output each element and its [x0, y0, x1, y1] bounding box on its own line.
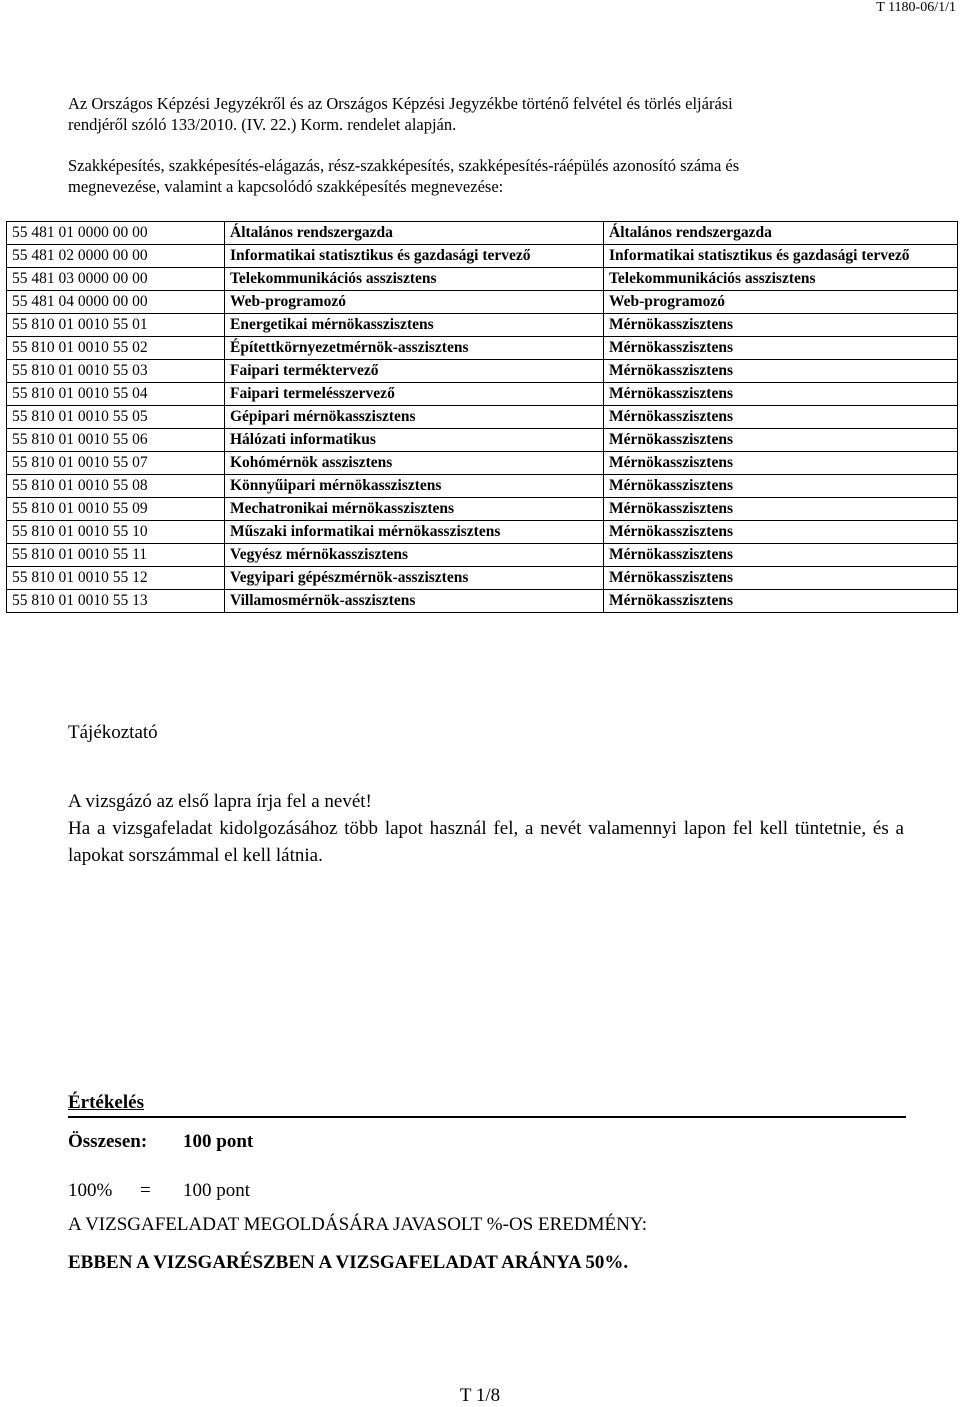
- related-qualification: Mérnökasszisztens: [604, 544, 958, 567]
- percentage-row: [68, 1180, 250, 1202]
- related-qualification: Mérnökasszisztens: [604, 429, 958, 452]
- qualification-name: Műszaki informatikai mérnökasszisztens: [225, 521, 604, 544]
- qualification-name: Gépipari mérnökasszisztens: [225, 406, 604, 429]
- total-value: 100 pont: [183, 1131, 254, 1152]
- related-qualification: Telekommunikációs asszisztens: [604, 268, 958, 291]
- qualification-name: Kohómérnök asszisztens: [225, 452, 604, 475]
- qualification-code: 55 481 03 0000 00 00: [7, 268, 225, 291]
- related-qualification: Mérnökasszisztens: [604, 406, 958, 429]
- qualification-code: 55 810 01 0010 55 03: [7, 360, 225, 383]
- table-row: [7, 337, 958, 360]
- related-qualification: Mérnökasszisztens: [604, 337, 958, 360]
- qualification-code: 55 810 01 0010 55 11: [7, 544, 225, 567]
- table-row: [7, 314, 958, 337]
- qualification-table: [6, 221, 958, 613]
- qualification-code: 55 810 01 0010 55 02: [7, 337, 225, 360]
- percentage-equals: =: [140, 1180, 151, 1201]
- recommended-result: A VIZSGAFELADAT MEGOLDÁSÁRA JAVASOLT %-OS EREDMÉNY:: [68, 1214, 648, 1235]
- info-body: [68, 788, 904, 869]
- qualification-name: Vegyipari gépészmérnök-asszisztens: [225, 567, 604, 590]
- info-title: Tájékoztató: [68, 722, 158, 743]
- qualification-code: 55 810 01 0010 55 13: [7, 590, 225, 613]
- info-line-2: Ha a vizsgafeladat kidolgozásához több lapot használ fel, a nevét valamennyi lapon fel kell tüntetnie, és a lapokat sorszámmal el kell látnia.: [68, 818, 904, 866]
- table-row: [7, 406, 958, 429]
- table-row: [7, 291, 958, 314]
- qualification-name: Építettkörnyezetmérnök-asszisztens: [225, 337, 604, 360]
- related-qualification: Általános rendszergazda: [604, 222, 958, 245]
- table-row: [7, 498, 958, 521]
- table-row: [7, 590, 958, 613]
- table-row: [7, 360, 958, 383]
- related-qualification: Informatikai statisztikus és gazdasági tervező: [604, 245, 958, 268]
- qualification-code: 55 810 01 0010 55 05: [7, 406, 225, 429]
- related-qualification: Mérnökasszisztens: [604, 521, 958, 544]
- related-qualification: Mérnökasszisztens: [604, 567, 958, 590]
- qualification-name: Villamosmérnök-asszisztens: [225, 590, 604, 613]
- qualification-name: Vegyész mérnökasszisztens: [225, 544, 604, 567]
- related-qualification: Mérnökasszisztens: [604, 498, 958, 521]
- qualification-code: 55 810 01 0010 55 06: [7, 429, 225, 452]
- related-qualification: Mérnökasszisztens: [604, 383, 958, 406]
- evaluation-title: Értékelés: [68, 1092, 144, 1113]
- qualification-code: 55 810 01 0010 55 07: [7, 452, 225, 475]
- qualification-name: Energetikai mérnökasszisztens: [225, 314, 604, 337]
- related-qualification: Web-programozó: [604, 291, 958, 314]
- legal-basis-paragraph: [68, 93, 904, 135]
- table-row: [7, 544, 958, 567]
- qualification-code: 55 481 01 0000 00 00: [7, 222, 225, 245]
- qualification-name: Web-programozó: [225, 291, 604, 314]
- qualification-description-line-1: Szakképesítés, szakképesítés-elágazás, rész-szakképesítés, szakképesítés-ráépülés azonosító száma és: [68, 156, 740, 175]
- qualification-code: 55 810 01 0010 55 12: [7, 567, 225, 590]
- related-qualification: Mérnökasszisztens: [604, 452, 958, 475]
- qualification-name: Telekommunikációs asszisztens: [225, 268, 604, 291]
- table-row: [7, 429, 958, 452]
- percentage-left: 100%: [68, 1180, 113, 1201]
- table-row: [7, 268, 958, 291]
- page-number: T 1/8: [459, 1385, 501, 1406]
- qualification-name: Könnyűipari mérnökasszisztens: [225, 475, 604, 498]
- qualification-code: 55 481 04 0000 00 00: [7, 291, 225, 314]
- legal-basis-line-2: rendjéről szóló 133/2010. (IV. 22.) Korm. rendelet alapján.: [68, 115, 457, 134]
- document-code: T 1180-06/1/1: [876, 0, 956, 15]
- qualification-description-paragraph: [68, 155, 904, 197]
- table-row: [7, 222, 958, 245]
- qualification-code: 55 810 01 0010 55 10: [7, 521, 225, 544]
- qualification-code: 55 810 01 0010 55 01: [7, 314, 225, 337]
- total-score-row: [68, 1131, 253, 1153]
- table-row: [7, 383, 958, 406]
- total-label: Összesen:: [68, 1131, 148, 1152]
- qualification-name: Faipari terméktervező: [225, 360, 604, 383]
- legal-basis-line-1: Az Országos Képzési Jegyzékről és az Országos Képzési Jegyzékbe történő felvétel és törlés eljárási: [68, 94, 733, 113]
- qualification-code: 55 810 01 0010 55 08: [7, 475, 225, 498]
- qualification-code: 55 481 02 0000 00 00: [7, 245, 225, 268]
- qualification-name: Mechatronikai mérnökasszisztens: [225, 498, 604, 521]
- percentage-right: 100 pont: [183, 1180, 251, 1201]
- evaluation-divider: [68, 1116, 906, 1118]
- table-row: [7, 475, 958, 498]
- table-row: [7, 452, 958, 475]
- info-line-1: A vizsgázó az első lapra írja fel a nevét!: [68, 791, 372, 812]
- table-row: [7, 567, 958, 590]
- qualification-name: Faipari termelésszervező: [225, 383, 604, 406]
- table-row: [7, 245, 958, 268]
- related-qualification: Mérnökasszisztens: [604, 590, 958, 613]
- qualification-name: Hálózati informatikus: [225, 429, 604, 452]
- related-qualification: Mérnökasszisztens: [604, 475, 958, 498]
- exam-part-ratio: EBBEN A VIZSGARÉSZBEN A VIZSGAFELADAT ARÁNYA 50%.: [68, 1252, 629, 1273]
- related-qualification: Mérnökasszisztens: [604, 360, 958, 383]
- table-row: [7, 521, 958, 544]
- qualification-name: Általános rendszergazda: [225, 222, 604, 245]
- qualification-name: Informatikai statisztikus és gazdasági tervező: [225, 245, 604, 268]
- qualification-code: 55 810 01 0010 55 04: [7, 383, 225, 406]
- related-qualification: Mérnökasszisztens: [604, 314, 958, 337]
- qualification-description-line-2: megnevezése, valamint a kapcsolódó szakképesítés megnevezése:: [68, 177, 504, 196]
- qualification-code: 55 810 01 0010 55 09: [7, 498, 225, 521]
